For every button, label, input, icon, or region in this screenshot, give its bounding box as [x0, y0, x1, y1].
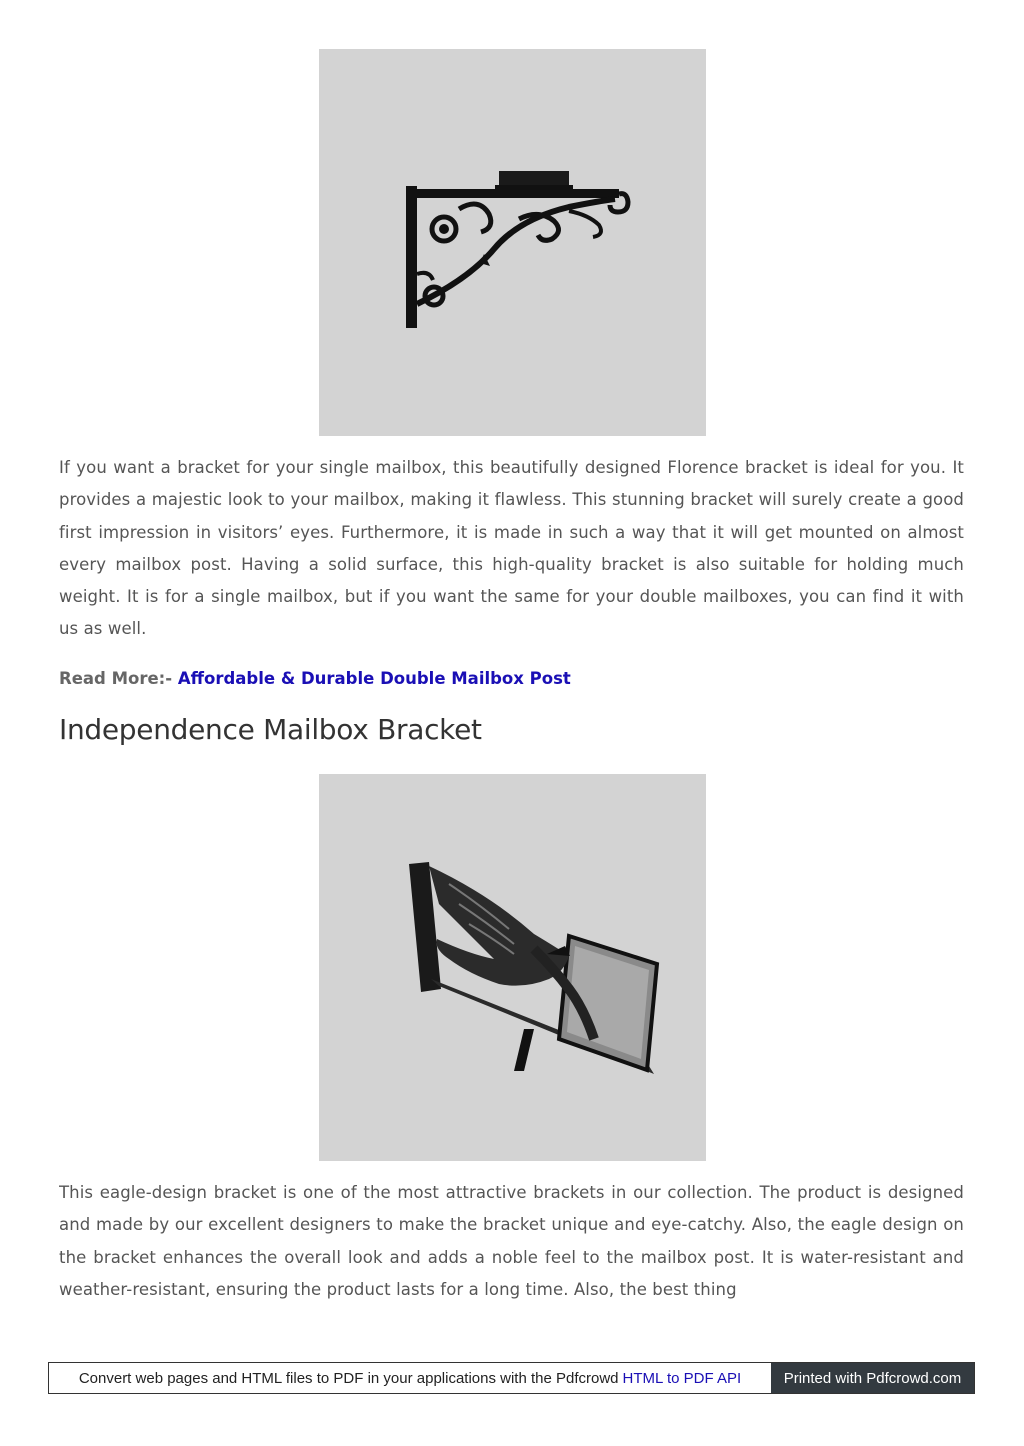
read-more-link[interactable]: Affordable & Durable Double Mailbox Post [177, 669, 571, 688]
section-heading: Independence Mailbox Bracket [59, 713, 482, 746]
html-to-pdf-api-link[interactable]: HTML to PDF API [622, 1369, 742, 1387]
footer-convert-section [49, 1363, 771, 1393]
eagle-bracket-illustration [319, 774, 706, 1161]
florence-description: If you want a bracket for your single mailbox, this beautifully designed Florence bracket is ideal for you. It provides a majestic look to your mailbox, making it flawless. This stunning bracket will surely create a good first impression in visitors’ eyes. Furthermore, it is made in such a way that it will get mounted on almost every mailbox post. Having a solid surface, this high-quality bracket is also suitable for holding much weight. It is for a single mailbox, but if you want the same for your double mailboxes, you can find it with us as well. [59, 458, 964, 639]
florence-bracket-image [319, 49, 706, 436]
independence-bracket-image [319, 774, 706, 1161]
pdfcrowd-footer [48, 1362, 975, 1394]
footer-convert-text: Convert web pages and HTML files to PDF in your applications with the Pdfcrowd [78, 1369, 619, 1387]
florence-bracket-illustration [319, 49, 706, 436]
read-more-label: Read More:- [59, 669, 173, 688]
printed-with-pdfcrowd[interactable]: Printed with Pdfcrowd.com [771, 1363, 974, 1393]
independence-description: This eagle-design bracket is one of the most attractive brackets in our collection. The product is designed and made by our excellent designers to make the bracket unique and eye-catchy. Also, the eagle design on the bracket enhances the overall look and adds a noble feel to the mailbox post. It is water-resistant and weather-resistant, ensuring the product lasts for a long time. Also, the best thing [59, 1183, 964, 1299]
read-more [59, 667, 571, 691]
